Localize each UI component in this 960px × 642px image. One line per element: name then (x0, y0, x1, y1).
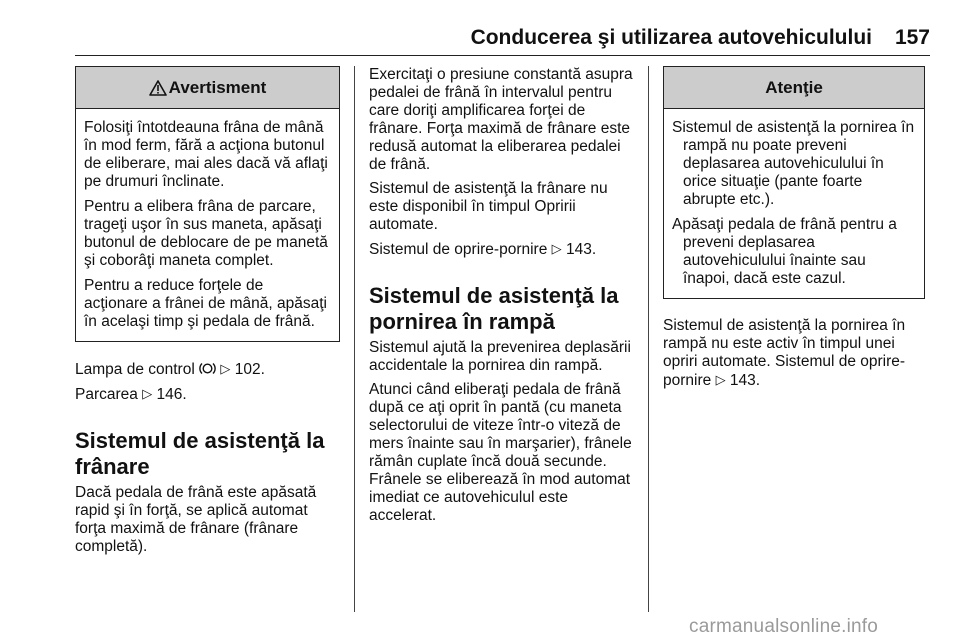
warning-paragraph: Folosiţi întotdeauna frâna de mână în mod ferm, fără a acţiona butonul de eliberare, mai ales dacă vă aflaţi pe drumuri înclinate. (84, 119, 328, 190)
brake-assist-body: Dacă pedala de frână este apăsată rapid şi în forţă, se aplică automat forţa maximă de frânare (frânare completă). (75, 484, 317, 555)
hill-start-note-ref[interactable]: 143. (729, 372, 761, 389)
hill-start-note-text: Sistemul de asistenţă la pornirea în rampă nu este activ în timpul unei opriri automate. Sistemul de oprire-pornire (663, 317, 906, 389)
paragraph: Atunci când eliberaţi pedala de frână după ce aţi oprit în pantă (cu maneta selectorului de viteze într-o viteză de mers înainte sau în marşarier), frânele rămân cuplate încă două secunde. Frânele se eliberează în mod automat imediat ce autovehiculul este accelerat. (369, 381, 632, 524)
caution-paragraph: Apăsaţi pedala de frână pentru a preveni deplasarea autovehiculului înainte sau înapoi, dacă este cazul. (672, 216, 897, 287)
hill-start-note (663, 317, 925, 390)
page-title: Conducerea şi utilizarea autovehiculului (470, 26, 872, 49)
reference-arrow-icon: ▷ (142, 386, 153, 401)
lamp-text: Lampa de control (75, 361, 195, 378)
warning-box-title: Avertisment (168, 77, 267, 97)
parking-text: Parcarea (75, 386, 138, 403)
paragraph: Exercitaţi o presiune constantă asupra pedalei de frână în intervalul pentru care doriţi amplificarea forţei de frânare. Forţa maximă de frânare este redusă automat la eliberarea pedalei de frână. (369, 66, 633, 173)
lamp-ref[interactable]: 102. (234, 361, 265, 378)
header-divider (75, 55, 930, 56)
caution-box (663, 66, 925, 299)
caution-box-body (664, 109, 924, 298)
stop-start-text: Sistemul de oprire-pornire (369, 241, 548, 258)
page-header (0, 0, 960, 56)
stop-start-line (369, 240, 633, 259)
lamp-line (75, 360, 340, 379)
column-divider-2 (648, 66, 649, 612)
reference-arrow-icon: ▷ (551, 241, 562, 256)
caution-paragraph: Sistemul de asistenţă la pornirea în rampă nu poate preveni deplasarea autovehiculului în orice situaţie (pante foarte abrupte etc.). (672, 119, 915, 208)
page-number: 157 (894, 26, 930, 49)
caution-box-title: Atenţie (765, 77, 823, 97)
parking-ref[interactable]: 146. (156, 386, 187, 403)
column-3 (663, 66, 925, 396)
column-1 (75, 66, 340, 562)
caution-box-header (664, 67, 924, 109)
section-heading-brake-assist: Sistemul de asistenţă la frânare (75, 428, 325, 479)
warning-paragraph: Pentru a elibera frâna de parcare, trageţi uşor în sus maneta, apăsaţi butonul de deblocare de pe manetă şi coborâţi maneta complet. (84, 198, 328, 269)
column-2 (369, 66, 633, 531)
reference-arrow-icon: ▷ (715, 372, 726, 387)
reference-arrow-icon: ▷ (220, 361, 231, 376)
paragraph: Sistemul ajută la prevenirea deplasării accidentale la pornirea din rampă. (369, 339, 631, 374)
brake-lamp-icon (199, 361, 216, 376)
watermark: carmanualsonline.info (689, 616, 879, 637)
warning-triangle-icon (149, 80, 167, 96)
section-heading-hill-start: Sistemul de asistenţă la pornirea în rampă (369, 283, 619, 334)
warning-box-header (76, 67, 339, 109)
warning-box (75, 66, 340, 342)
paragraph: Sistemul de asistenţă la frânare nu este disponibil în timpul Opririi automate. (369, 180, 608, 233)
parking-line (75, 385, 340, 404)
stop-start-ref[interactable]: 143. (565, 241, 597, 258)
column-divider-1 (354, 66, 355, 612)
warning-box-body (76, 109, 339, 341)
warning-paragraph: Pentru a reduce forţele de acţionare a frânei de mână, apăsaţi în acelaşi timp şi pedala de frână. (84, 277, 327, 330)
